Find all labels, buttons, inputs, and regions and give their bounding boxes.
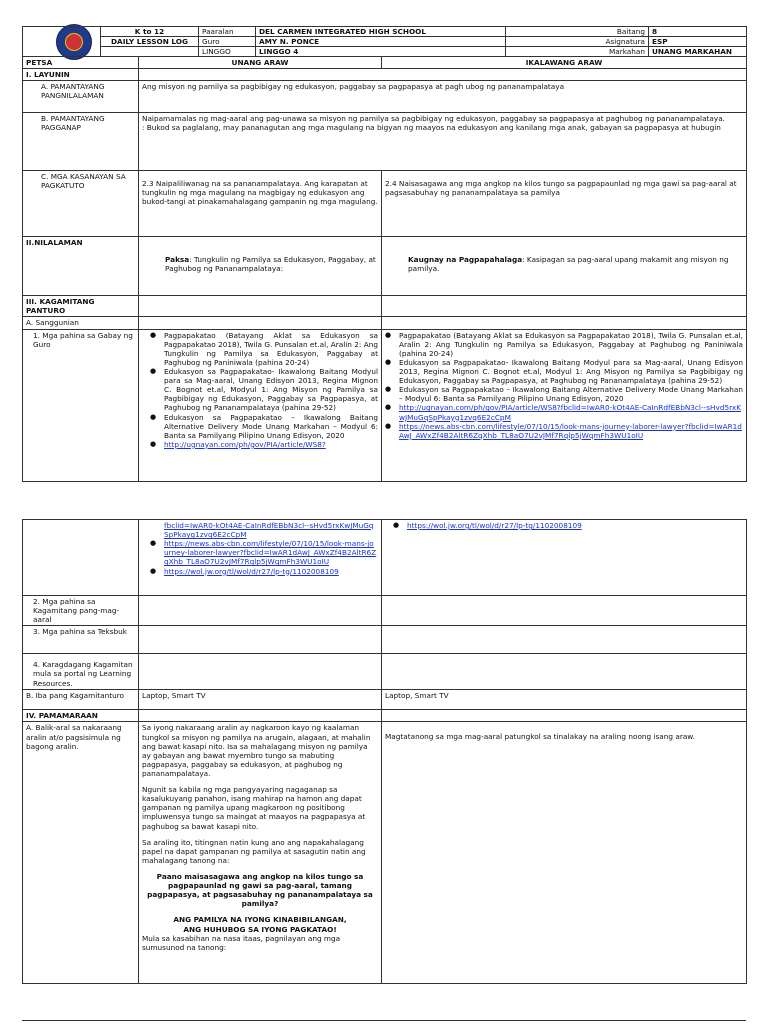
lesson-table-page1 xyxy=(22,56,747,482)
abs-cbn-link[interactable]: https://news.abs-cbn.com/lifestyle/07/10/15/look-mans-journey-laborer-lawyer?fbclid=IwAR1dAwJ_AWxZf4B2AltR6ZqXhb_TL8aO7U2vJMf7Rqlp5jWqmFh3WU1oIU xyxy=(399,421,742,440)
jw-link[interactable]: https://wol.jw.org/tl/wol/d/r27/lp-tg/1102008109 xyxy=(164,566,339,576)
balik-aral-day1-cell xyxy=(139,722,382,984)
kagamitan-heading: III. KAGAMITANG PANTURO xyxy=(23,296,139,317)
iba-pang-kagamitan-day2: Laptop, Smart TV xyxy=(382,690,747,710)
balik-aral-label: A. Balik-aral sa nakaraang aralin at/o pagsisimula ng bagong aralin. xyxy=(23,722,139,984)
iba-pang-kagamitan-day1: Laptop, Smart TV xyxy=(139,690,382,710)
day2-link-item xyxy=(399,403,743,421)
pamantayang-pangnilalaman-label: A. PAMANTAYANG PANGNILALAMAN xyxy=(23,81,139,113)
subject-value: ESP xyxy=(649,37,747,47)
subject-label: Asignatura xyxy=(506,37,649,47)
log-title: DAILY LESSON LOG xyxy=(101,37,199,47)
logo-cell xyxy=(23,27,101,57)
day2-link-item xyxy=(407,521,743,530)
day2-reference-item: ● Edukasyon sa Pagpapakatao- Ikawalong Baitang Modyul para sa Mag-aaral, Unang Edisyon 2013, Regina Mignon C. Bognot et.al, Modyul 1: Ang Misyon ng Pamilya sa Pagbibigay ng Edukasyon, Paggabay sa Pagpapasya, at Paghubog ng Pananampalataya (pahina 29-52) xyxy=(399,358,743,385)
p2-links-day1-cell xyxy=(139,520,382,596)
essential-question: Paano maisasagawa ang angkop na kilos tungo sa pagpapaunlad ng gawi sa pag-aaral, tamang pagpapasya, at pagsasabuhay ng pananampalataya sa pamilya? xyxy=(147,871,373,909)
week-value: LINGGO 4 xyxy=(256,47,506,57)
kasanayan-label: C. MGA KASANAYAN SA PAGKATUTO xyxy=(23,171,139,237)
lesson-table-page2 xyxy=(22,519,747,984)
day2-link-item xyxy=(399,422,743,440)
gabay-day1-cell xyxy=(139,329,382,481)
pamantayang-pagganap-cell xyxy=(139,113,747,171)
paksa-text: : Tungkulin ng Pamilya sa Edukasyon, Paggabay, at Paghubog ng Pananampalataya: xyxy=(165,255,376,274)
balik-aral-paragraph: Sa araling ito, titingnan natin kung ano ang napakahalagang papel na dapat gampanan ng pamilya at sasagutin natin ang mahalagang tanong na: xyxy=(142,837,366,865)
pagganap-text-2: : Bukod sa paglalang, may pananagutan ang mga magulang na bigyan ng maayos na edukasyon ang kanilang mga anak, gabayan sa pagpapasya at hubugin xyxy=(142,123,721,133)
day1-link-item xyxy=(164,440,378,449)
kaugnay-text: : Kasipagan sa pag-aaral upang makamit ang misyon ng pamilya. xyxy=(408,255,729,274)
grade-value: 8 xyxy=(649,27,747,37)
gabay-day2-cell xyxy=(382,329,747,481)
nilalaman-heading: II.NILALAMAN xyxy=(23,237,139,296)
week-label: LINGGO xyxy=(199,47,256,57)
iba-pang-kagamitan-label: B. Iba pang Kagamitanturo xyxy=(23,690,139,710)
kaugnay-label: Kaugnay na Pagpapahalaga xyxy=(408,255,523,265)
reflection-prompt: Mula sa kasabihan na nasa itaas, pagnilayan ang mga sumusunod na tanong: xyxy=(142,933,341,952)
balik-aral-paragraph: Ngunit sa kabila ng mga pangyayaring nagaganap sa kasalukuyang panahon, isang mahirap na hamon ang dapat gampanan ng pamilya upang magkaroon ng positibong impluwensya tungo sa maingat at maayos na pagpapasya at paghubog sa bawat kasapi nito. xyxy=(142,785,366,831)
day2-heading: IKALAWANG ARAW xyxy=(382,57,747,69)
day2-reference-item: ● Pagpapakatao (Batayang Aklat sa Edukasyon sa Pagpapakatao 2018), Twila G. Punsalan et.al, Aralin 2: Ang Tungkulin ng Pamilya sa Edukasyon, Paggabay at Paghubog ng Paniniwala (pahina 20-24) xyxy=(399,331,743,358)
teacher-label: Guro xyxy=(199,37,256,47)
p2-links-day2-cell xyxy=(382,520,747,596)
ugnayan-link[interactable]: http://ugnayan.com/ph/gov/PIA/article/WS8? xyxy=(164,439,326,449)
day1-reference-item: ● Pagpapakatao (Batayang Aklat sa Edukasyon sa Pagpapakatao 2018), Twila G. Punsalan et.al, Aralin 2: Ang Tungkulin ng Pamilya sa Edukasyon, Paggabay at Paghubog ng Paniniwala (pahina 20-24) xyxy=(164,331,378,367)
kasanayan-day2: 2.4 Naisasagawa ang mga angkop na kilos tungo sa pagpapaunlad ng mga gawi sa pag-aaral at pagsasabuhay ng pananampalataya sa pamilya xyxy=(382,171,747,237)
balik-aral-day2: Magtatanong sa mga mag-aaral patungkol sa tinalakay na araling noong isang araw. xyxy=(382,722,747,984)
kagamitang-mag-aaral-label: 2. Mga pahina sa Kagamitang pang-mag-aaral xyxy=(23,596,139,626)
pamantayang-pagganap-label: B. PAMANTAYANG PAGGANAP xyxy=(23,113,139,171)
teksbuk-label: 3. Mga pahina sa Teksbuk xyxy=(23,626,139,654)
sanggunian-label: A. Sanggunian xyxy=(23,317,139,329)
day1-link-item xyxy=(164,567,378,576)
motto-line-1: ANG PAMILYA NA IYONG KINABIBILANGAN, xyxy=(173,915,347,925)
motto-line-2: ANG HUHUBOG SA IYONG PAGKATAO! xyxy=(183,924,337,934)
abs-cbn-link[interactable]: https://news.abs-cbn.com/lifestyle/07/10/15/look-mans-journey-laborer-lawyer?fbclid=IwAR1dAwJ_AWxZf4B2AltR6ZqXhb_TL8aO7U2vJMf7Rqlp5jWqmFh3WU1oIU xyxy=(164,539,377,567)
ugnayan-link-cont[interactable]: fbclid=IwAR0-kOt4AE-CaInRdfEBbN3cl--sHvd5rxKwJMuGqSpPkayg1zvq6E2cCpM xyxy=(164,521,374,540)
layunin-heading: I. LAYUNIN xyxy=(23,69,139,81)
paksa-label: Paksa xyxy=(165,255,190,265)
balik-aral-paragraph: Sa iyong nakaraang aralin ay nagkaroon kayo ng kaalaman tungkol sa misyon ng pamilya na arugain, alagaan, at mahalin ang bawat kasapi nito. Isa sa mahalagang misyon ng pamilya ay gabayan ang bawat myembro tungo sa mabuting pagpapasya, paggabay sa edukasyon, at paghubog ng pananampalataya. xyxy=(142,723,371,778)
learning-resources-label: 4. Karagdagang Kagamitan mula sa portal ng Learning Resources. xyxy=(23,654,139,690)
school-label: Paaralan xyxy=(199,27,256,37)
grade-title: K to 12 xyxy=(101,27,199,37)
kasanayan-day1: 2.3 Naipaliliwanag na sa pananampalataya. Ang karapatan at tungkulin ng mga magulang na magbigay ng edukasyon ang bukod-tangi at pinakamahalagang gampanin ng mga magulang. xyxy=(139,171,382,237)
pamamaraan-heading: IV. PAMAMARAAN xyxy=(23,710,139,722)
day1-reference-item: ● Edukasyon sa Pagpapakatao- Ikawalong Baitang Modyul para sa Mag-aaral, Unang Edisyon 2013, Regina Mignon C. Bognot et.al, Modyul 1: Ang Misyon ng Pamilya sa Pagbibigay ng Edukasyon, Paggabay sa Pagpapasya, at Paghubog ng Pananampalataya (pahina 29-52) xyxy=(164,367,378,413)
ugnayan-link[interactable]: http://ugnayan.com/ph/gov/PIA/article/WS8?fbclid=IwAR0-kOt4AE-CaInRdfEBbN3cl--sHvd5rxKwJMuGqSpPkayg1zvq6E2cCpM xyxy=(399,403,742,422)
day1-reference-item: ● Edukasyon sa Pagpapakatao – Ikawalong Baitang Alternative Delivery Mode Unang Markahan – Modyul 6: Banta sa Pamilyang Pilipino Unang Edisyon, 2020 xyxy=(164,413,378,440)
page-bottom-rule xyxy=(22,1020,746,1021)
day2-reference-item: ● Edukasyon sa Pagpapakatao – Ikawalong Baitang Alternative Delivery Mode Unang Markahan – Modyul 6: Banta sa Pamilyang Pilipino Unang Edisyon, 2020 xyxy=(399,385,743,403)
paksa-cell xyxy=(139,237,382,296)
quarter-value: UNANG MARKAHAN xyxy=(649,47,747,57)
kaugnay-cell xyxy=(382,237,747,296)
pamantayang-pangnilalaman-text: Ang misyon ng pamilya sa pagbibigay ng edukasyon, paggabay sa pagpapasya at pagh ubog ng pananampalataya xyxy=(139,81,747,113)
day1-link-item xyxy=(164,539,378,566)
link-continuation xyxy=(164,521,378,539)
grade-label: Baitang xyxy=(506,27,649,37)
gabay-ng-guro-label: 1. Mga pahina sa Gabay ng Guro xyxy=(23,329,139,481)
pagganap-text-1: Naipamamalas ng mag-aaral ang pag-unawa sa misyon ng pamilya sa pagbibigay ng edukasyon, paggabay sa pagpapasya at paghubog ng pananampalataya. xyxy=(142,114,725,124)
day1-heading: UNANG ARAW xyxy=(139,57,382,69)
teacher-name: AMY N. PONCE xyxy=(256,37,506,47)
school-name: DEL CARMEN INTEGRATED HIGH SCHOOL xyxy=(256,27,506,37)
petsa-label: PETSA xyxy=(23,57,139,69)
header-table xyxy=(22,26,747,57)
jw-link[interactable]: https://wol.jw.org/tl/wol/d/r27/lp-tg/1102008109 xyxy=(407,521,582,530)
quarter-label: Markahan xyxy=(506,47,649,57)
